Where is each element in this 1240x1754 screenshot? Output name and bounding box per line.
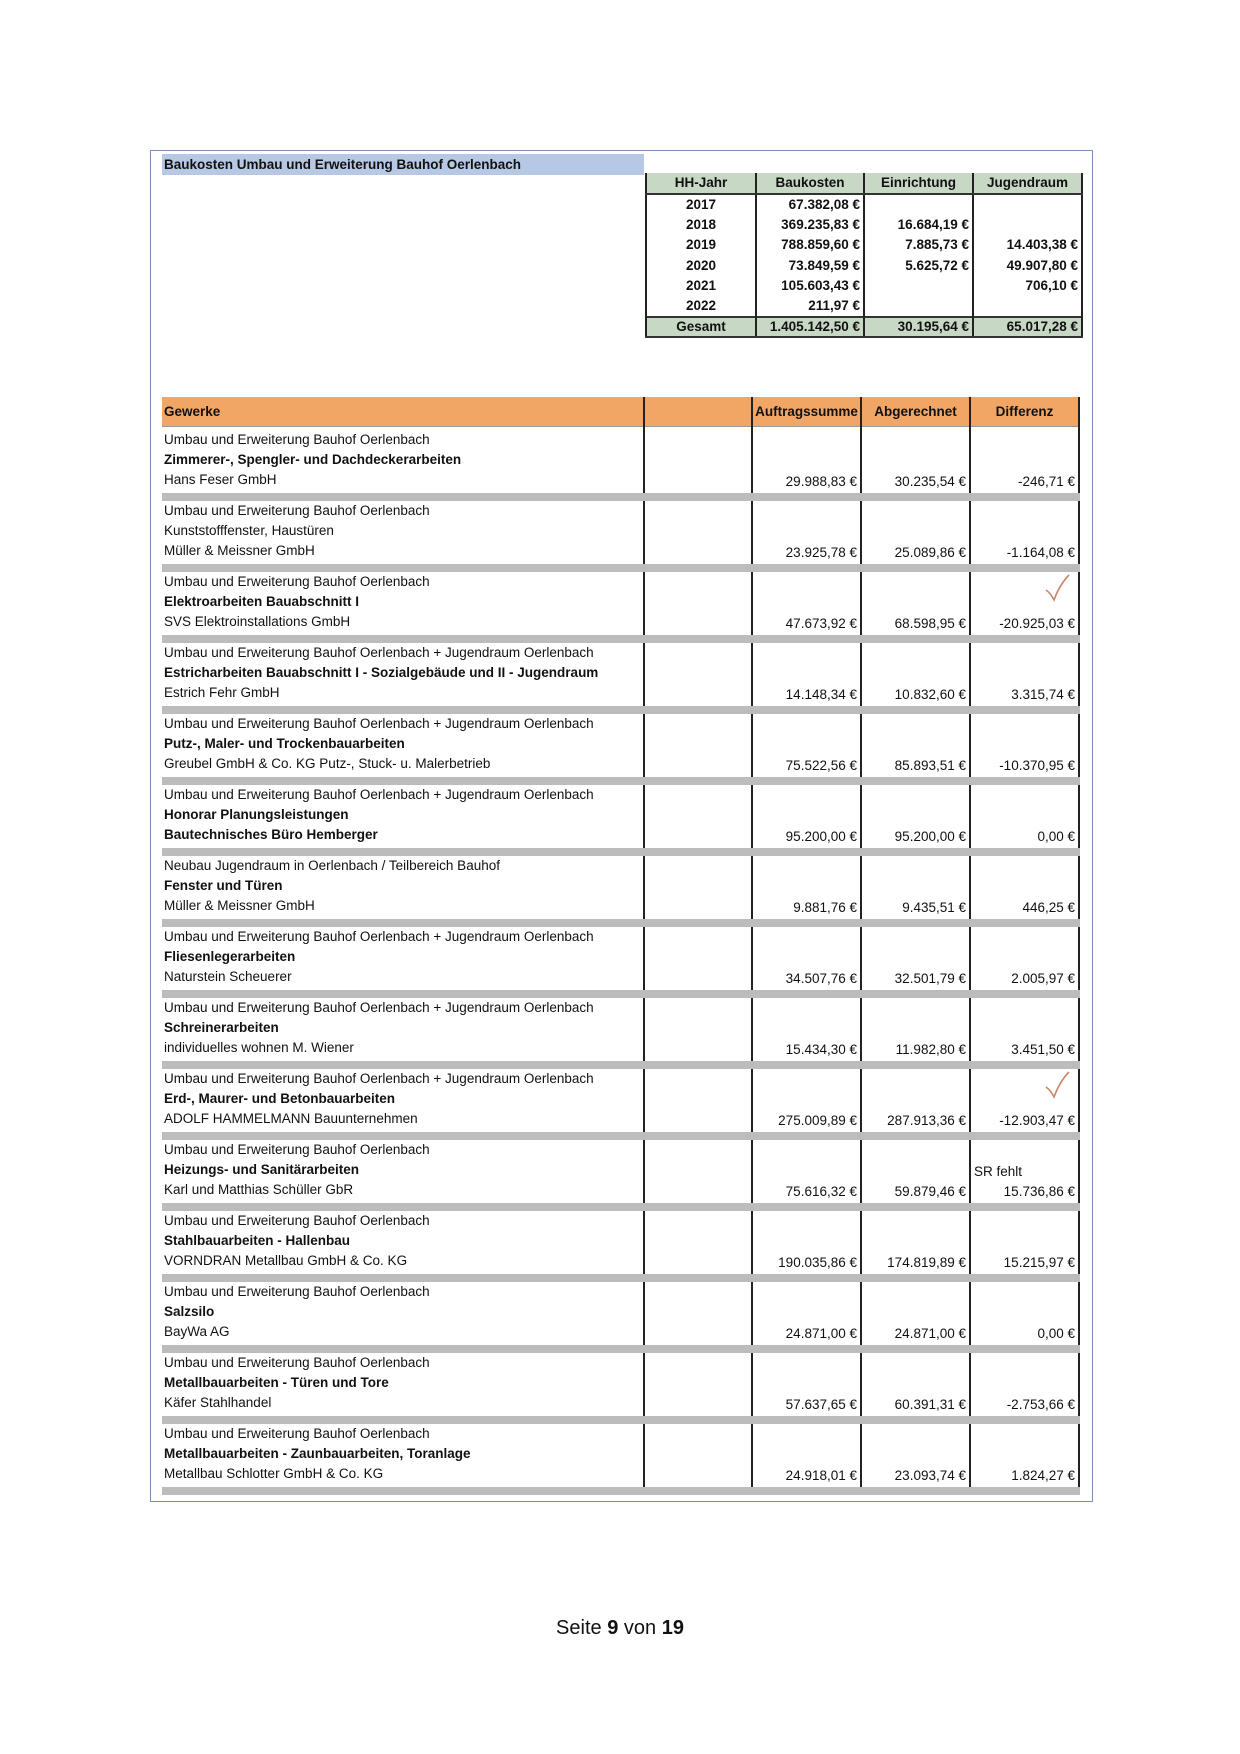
trade-project: Umbau und Erweiterung Bauhof Oerlenbach + Jugendraum Oerlenbach [164,786,594,802]
trade-differenz: -20.925,03 € [999,615,1075,631]
summary-cell: 49.907,80 € [973,255,1082,276]
trade-auftragssumme: 34.507,76 € [752,923,861,994]
trade-differenz-cell [970,923,1079,994]
trade-abgerechnet: 25.089,86 € [861,497,970,568]
trade-description [162,568,644,639]
trade-abgerechnet: 60.391,31 € [861,1349,970,1420]
trade-description [162,1278,644,1349]
trade-row [162,781,1079,852]
summary-row [646,235,1082,256]
trade-differenz: -1.164,08 € [1006,544,1075,560]
footer-total: 19 [661,1617,684,1639]
trade-differenz: -246,71 € [1017,473,1075,489]
summary-cell: 16.684,19 € [864,214,973,235]
trade-differenz-cell [970,1349,1079,1420]
summary-header-row [646,173,1082,194]
trade-row [162,1420,1079,1491]
trade-abgerechnet: 174.819,89 € [861,1207,970,1278]
trades-table [162,397,1080,1495]
trade-auftragssumme: 57.637,65 € [752,1349,861,1420]
trades-header-row [162,397,1079,426]
trades-header-differenz: Differenz [970,397,1079,426]
summary-cell [864,194,973,215]
trade-abgerechnet: 287.913,36 € [861,1065,970,1136]
trade-description [162,994,644,1065]
trade-description [162,1207,644,1278]
summary-cell: 14.403,38 € [973,235,1082,256]
trade-company: Hans Feser GmbH [164,471,277,487]
trade-name: Zimmerer-, Spengler- und Dachdeckerarbeiten [164,451,462,467]
trade-abgerechnet: 68.598,95 € [861,568,970,639]
trade-company: Müller & Meissner GmbH [164,542,315,558]
trade-project: Umbau und Erweiterung Bauhof Oerlenbach [164,1141,430,1157]
trade-blank-cell [644,1420,752,1491]
trade-differenz-cell [970,426,1079,497]
trades-header-blank [644,397,752,426]
trade-blank-cell [644,568,752,639]
trade-company: Karl und Matthias Schüller GbR [164,1181,354,1197]
footer-middle: von [623,1617,657,1639]
trade-abgerechnet: 95.200,00 € [861,781,970,852]
trade-name: Honorar Planungsleistungen [164,806,349,822]
trade-company: VORNDRAN Metallbau GmbH & Co. KG [164,1252,408,1268]
summary-row [646,276,1082,297]
trade-blank-cell [644,1278,752,1349]
trade-differenz: -12.903,47 € [999,1112,1075,1128]
trade-auftragssumme: 275.009,89 € [752,1065,861,1136]
trades-header-auftragssumme: Auftragssumme [752,397,861,426]
trade-auftragssumme: 24.871,00 € [752,1278,861,1349]
trade-blank-cell [644,852,752,923]
summary-header-einrichtung: Einrichtung [864,173,973,194]
trade-name: Heizungs- und Sanitärarbeiten [164,1161,360,1177]
trade-company: BayWa AG [164,1323,230,1339]
summary-cell: 105.603,43 € [756,276,864,297]
summary-row [646,214,1082,235]
summary-cell: 706,10 € [973,276,1082,297]
summary-cell: 2017 [646,194,756,215]
trade-company: Estrich Fehr GmbH [164,684,280,700]
trade-company: Metallbau Schlotter GmbH & Co. KG [164,1465,384,1481]
trade-auftragssumme: 24.918,01 € [752,1420,861,1491]
trade-row [162,497,1079,568]
trade-differenz: -10.370,95 € [999,757,1075,773]
summary-total-row [646,317,1082,338]
check-mark-icon [1044,1071,1070,1099]
summary-header-jugendraum: Jugendraum [973,173,1082,194]
summary-cell: 5.625,72 € [864,255,973,276]
trade-abgerechnet: 10.832,60 € [861,639,970,710]
trade-differenz: 15.736,86 € [1003,1183,1075,1199]
trade-project: Umbau und Erweiterung Bauhof Oerlenbach [164,502,430,518]
summary-title: Baukosten Umbau und Erweiterung Bauhof Oerlenbach [162,154,644,175]
summary-cell: 788.859,60 € [756,235,864,256]
trade-row [162,1136,1079,1207]
summary-cell: 2018 [646,214,756,235]
trade-project: Umbau und Erweiterung Bauhof Oerlenbach + Jugendraum Oerlenbach [164,928,594,944]
trade-abgerechnet: 85.893,51 € [861,710,970,781]
trade-blank-cell [644,426,752,497]
trade-project: Umbau und Erweiterung Bauhof Oerlenbach [164,1212,430,1228]
summary-row [646,255,1082,276]
trade-name: Estricharbeiten Bauabschnitt I - Sozialgebäude und II - Jugendraum [164,664,599,680]
trade-differenz-cell [970,1136,1079,1207]
trade-differenz-cell [970,497,1079,568]
summary-cell [973,194,1082,215]
trade-project: Umbau und Erweiterung Bauhof Oerlenbach + Jugendraum Oerlenbach [164,715,594,731]
trade-company: SVS Elektroinstallations GmbH [164,613,351,629]
trade-abgerechnet: 32.501,79 € [861,923,970,994]
check-mark-icon [1044,574,1070,602]
trade-name: Elektroarbeiten Bauabschnitt I [164,593,360,609]
summary-row [646,194,1082,215]
trade-description [162,497,644,568]
trade-differenz-cell [970,1207,1079,1278]
trade-differenz-cell [970,568,1079,639]
trade-abgerechnet: 11.982,80 € [861,994,970,1065]
trade-auftragssumme: 75.522,56 € [752,710,861,781]
trade-auftragssumme: 9.881,76 € [752,852,861,923]
summary-cell: 2019 [646,235,756,256]
trade-blank-cell [644,994,752,1065]
summary-cell: 73.849,59 € [756,255,864,276]
summary-header-year: HH-Jahr [646,173,756,194]
trade-project: Umbau und Erweiterung Bauhof Oerlenbach [164,1354,430,1370]
trade-differenz: 15.215,97 € [1003,1254,1075,1270]
trade-row [162,639,1079,710]
trade-note: SR fehlt [974,1163,1023,1179]
trade-name: Stahlbauarbeiten - Hallenbau [164,1232,351,1248]
trade-name: Putz-, Maler- und Trockenbauarbeiten [164,735,405,751]
trade-project: Umbau und Erweiterung Bauhof Oerlenbach + Jugendraum Oerlenbach [164,644,594,660]
trade-name: Fenster und Türen [164,877,283,893]
trade-row [162,710,1079,781]
trade-description [162,852,644,923]
trade-project: Umbau und Erweiterung Bauhof Oerlenbach [164,573,430,589]
trade-row [162,1278,1079,1349]
trade-abgerechnet: 59.879,46 € [861,1136,970,1207]
trade-blank-cell [644,497,752,568]
trade-description [162,781,644,852]
summary-cell: 7.885,73 € [864,235,973,256]
trade-company: Naturstein Scheuerer [164,968,292,984]
trade-company: Bautechnisches Büro Hemberger [164,826,378,842]
trade-description [162,923,644,994]
trade-differenz-cell [970,1420,1079,1491]
trade-differenz: 446,25 € [1022,899,1075,915]
trade-blank-cell [644,1349,752,1420]
trade-differenz: 0,00 € [1037,1325,1075,1341]
trade-company: ADOLF HAMMELMANN Bauunternehmen [164,1110,418,1126]
trade-blank-cell [644,1207,752,1278]
trade-description [162,1136,644,1207]
summary-total-cell: 1.405.142,50 € [756,317,864,338]
trades-header-gewerke: Gewerke [162,397,644,426]
trade-project: Neubau Jugendraum in Oerlenbach / Teilbereich Bauhof [164,857,500,873]
trade-differenz: 0,00 € [1037,828,1075,844]
trade-blank-cell [644,1065,752,1136]
trade-differenz-cell [970,1065,1079,1136]
trade-row [162,426,1079,497]
trade-differenz: 2.005,97 € [1011,970,1075,986]
summary-cell: 369.235,83 € [756,214,864,235]
trade-blank-cell [644,923,752,994]
trade-differenz-cell [970,1278,1079,1349]
trade-blank-cell [644,1136,752,1207]
trade-auftragssumme: 29.988,83 € [752,426,861,497]
trade-abgerechnet: 23.093,74 € [861,1420,970,1491]
summary-cell: 2021 [646,276,756,297]
trade-description [162,710,644,781]
trade-auftragssumme: 95.200,00 € [752,781,861,852]
trade-blank-cell [644,710,752,781]
trade-name: Erd-, Maurer- und Betonbauarbeiten [164,1090,396,1106]
summary-cell [864,276,973,297]
trade-differenz-cell [970,994,1079,1065]
trade-name: Schreinerarbeiten [164,1019,279,1035]
trade-name: Metallbauarbeiten - Türen und Tore [164,1374,389,1390]
trade-row [162,1349,1079,1420]
summary-cell: 2020 [646,255,756,276]
trade-differenz: 1.824,27 € [1011,1467,1075,1483]
trade-description [162,639,644,710]
trade-blank-cell [644,781,752,852]
summary-row [646,296,1082,317]
trade-differenz-cell [970,781,1079,852]
page-footer [0,1617,1240,1640]
summary-cell: 211,97 € [756,296,864,317]
trade-differenz: 3.315,74 € [1011,686,1075,702]
trade-row [162,568,1079,639]
trade-project: Umbau und Erweiterung Bauhof Oerlenbach + Jugendraum Oerlenbach [164,999,594,1015]
trade-name: Salzsilo [164,1303,215,1319]
trade-blank-cell [644,639,752,710]
trade-row [162,852,1079,923]
trade-name: Fliesenlegerarbeiten [164,948,296,964]
footer-page: 9 [607,1617,619,1639]
summary-cell [973,214,1082,235]
trade-project: Umbau und Erweiterung Bauhof Oerlenbach + Jugendraum Oerlenbach [164,1070,594,1086]
trade-description [162,1065,644,1136]
trades-header-abgerechnet: Abgerechnet [861,397,970,426]
trade-differenz-cell [970,639,1079,710]
trade-name: Kunststofffenster, Haustüren [164,522,334,538]
trade-project: Umbau und Erweiterung Bauhof Oerlenbach [164,1283,430,1299]
trade-project: Umbau und Erweiterung Bauhof Oerlenbach [164,431,430,447]
trade-auftragssumme: 14.148,34 € [752,639,861,710]
trade-description [162,1349,644,1420]
trade-row [162,1065,1079,1136]
trade-row [162,994,1079,1065]
trade-differenz: 3.451,50 € [1011,1041,1075,1057]
summary-cell: 2022 [646,296,756,317]
trade-abgerechnet: 24.871,00 € [861,1278,970,1349]
summary-cell [973,296,1082,317]
trade-auftragssumme: 47.673,92 € [752,568,861,639]
trade-row [162,1207,1079,1278]
trade-description [162,426,644,497]
summary-cell: 67.382,08 € [756,194,864,215]
trade-differenz-cell [970,710,1079,781]
summary-header-baukosten: Baukosten [756,173,864,194]
summary-total-cell: 65.017,28 € [973,317,1082,338]
trade-project: Umbau und Erweiterung Bauhof Oerlenbach [164,1425,430,1441]
trade-auftragssumme: 23.925,78 € [752,497,861,568]
trade-company: Müller & Meissner GmbH [164,897,315,913]
trade-row [162,923,1079,994]
trade-description [162,1420,644,1491]
trade-company: individuelles wohnen M. Wiener [164,1039,354,1055]
trade-auftragssumme: 190.035,86 € [752,1207,861,1278]
summary-total-cell: 30.195,64 € [864,317,973,338]
trade-differenz-cell [970,852,1079,923]
footer-prefix: Seite [556,1617,602,1639]
summary-total-cell: Gesamt [646,317,756,338]
trade-company: Käfer Stahlhandel [164,1394,272,1410]
trade-abgerechnet: 9.435,51 € [861,852,970,923]
trade-name: Metallbauarbeiten - Zaunbauarbeiten, Toranlage [164,1445,471,1461]
trade-auftragssumme: 75.616,32 € [752,1136,861,1207]
summary-cell [864,296,973,317]
trade-differenz: -2.753,66 € [1006,1396,1075,1412]
trade-company: Greubel GmbH & Co. KG Putz-, Stuck- u. Malerbetrieb [164,755,491,771]
trade-auftragssumme: 15.434,30 € [752,994,861,1065]
trade-abgerechnet: 30.235,54 € [861,426,970,497]
summary-table [645,173,1083,338]
